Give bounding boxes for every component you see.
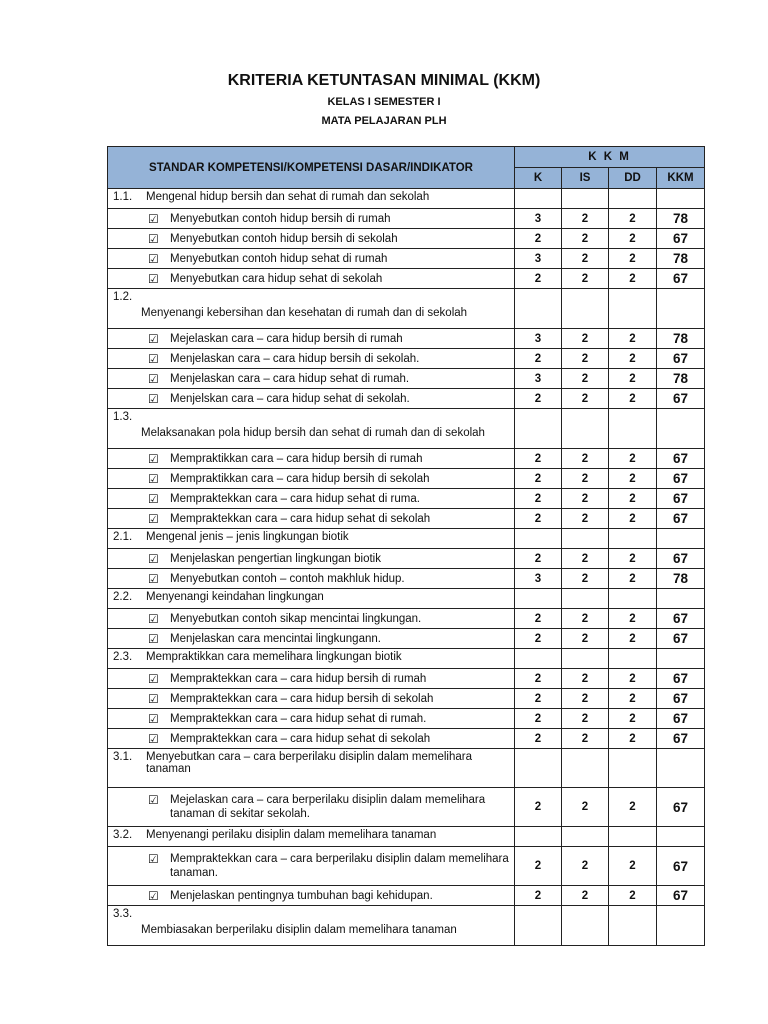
competency-row (108, 289, 705, 329)
empty-cell (562, 649, 609, 669)
empty-cell (515, 906, 562, 946)
score-k: 2 (515, 629, 562, 649)
score-dd: 2 (609, 847, 657, 886)
competency-text: Melaksanakan pola hidup bersih dan sehat di rumah dan di sekolah (141, 427, 485, 439)
empty-cell (562, 189, 609, 209)
score-k: 2 (515, 349, 562, 369)
competency-row (108, 749, 705, 788)
indicator-row (108, 469, 705, 489)
indicator-text: Mempraktikkan cara – cara hidup bersih di sekolah (170, 472, 430, 485)
score-is: 2 (562, 449, 609, 469)
score-kkm: 78 (657, 569, 705, 589)
score-is: 2 (562, 729, 609, 749)
indicator-cell (108, 229, 515, 249)
indicator-row (108, 389, 705, 409)
header-competency: STANDAR KOMPETENSI/KOMPETENSI DASAR/INDIKATOR (108, 147, 515, 189)
score-dd: 2 (609, 709, 657, 729)
indicator-row (108, 269, 705, 289)
score-kkm: 67 (657, 549, 705, 569)
empty-cell (609, 589, 657, 609)
indicator-text: Menjelaskan cara – cara hidup bersih di sekolah. (170, 352, 420, 365)
checkbox-checked-icon: ☑ (148, 211, 159, 226)
header-kkm: KKM (657, 168, 705, 189)
score-dd: 2 (609, 729, 657, 749)
empty-cell (609, 529, 657, 549)
score-dd: 2 (609, 509, 657, 529)
empty-cell (657, 589, 705, 609)
competency-text: Menyenangi keindahan lingkungan (146, 591, 324, 603)
indicator-text: Mejelaskan cara – cara hidup bersih di rumah (170, 332, 403, 345)
empty-cell (562, 906, 609, 946)
header-kkm-group: K K M (515, 147, 705, 168)
indicator-row (108, 209, 705, 229)
score-dd: 2 (609, 886, 657, 906)
score-is: 2 (562, 489, 609, 509)
empty-cell (609, 289, 657, 329)
score-kkm: 78 (657, 369, 705, 389)
indicator-text: Menyebutkan contoh hidup bersih di rumah (170, 212, 391, 225)
indicator-text: Mempraktekkan cara – cara hidup sehat di rumah. (170, 712, 427, 725)
score-k: 3 (515, 249, 562, 269)
indicator-row (108, 489, 705, 509)
score-kkm: 78 (657, 249, 705, 269)
score-k: 2 (515, 549, 562, 569)
indicator-cell (108, 549, 515, 569)
competency-code: 3.1. (113, 751, 133, 763)
indicator-text: Mempraktekkan cara – cara hidup sehat di sekolah (170, 512, 431, 525)
score-dd: 2 (609, 449, 657, 469)
score-dd: 2 (609, 489, 657, 509)
checkbox-checked-icon: ☑ (148, 671, 159, 686)
score-dd: 2 (609, 569, 657, 589)
header-dd: DD (609, 168, 657, 189)
score-kkm: 67 (657, 788, 705, 827)
empty-cell (515, 827, 562, 847)
score-dd: 2 (609, 549, 657, 569)
score-k: 2 (515, 709, 562, 729)
empty-cell (657, 827, 705, 847)
competency-text: Mempraktikkan cara memelihara lingkungan biotik (146, 651, 402, 663)
empty-cell (515, 529, 562, 549)
competency-code: 2.3. (113, 651, 133, 663)
checkbox-checked-icon: ☑ (148, 571, 159, 586)
competency-cell (108, 289, 515, 329)
score-kkm: 67 (657, 449, 705, 469)
indicator-text: Mempraktekkan cara – cara hidup sehat di sekolah (170, 732, 431, 745)
empty-cell (515, 749, 562, 788)
competency-code: 1.1. (113, 191, 133, 203)
score-dd: 2 (609, 229, 657, 249)
score-is: 2 (562, 269, 609, 289)
score-is: 2 (562, 847, 609, 886)
empty-cell (515, 409, 562, 449)
score-k: 2 (515, 449, 562, 469)
checkbox-checked-icon: ☑ (148, 491, 159, 506)
checkbox-checked-icon: ☑ (148, 511, 159, 526)
score-is: 2 (562, 389, 609, 409)
header-is: IS (562, 168, 609, 189)
score-k: 2 (515, 689, 562, 709)
empty-cell (657, 409, 705, 449)
competency-row (108, 827, 705, 847)
indicator-text: Menyebutkan contoh sikap mencintai lingkungan. (170, 612, 422, 625)
competency-row (108, 649, 705, 669)
checkbox-checked-icon: ☑ (148, 471, 159, 486)
empty-cell (609, 189, 657, 209)
indicator-row (108, 229, 705, 249)
score-kkm: 67 (657, 489, 705, 509)
empty-cell (515, 189, 562, 209)
empty-cell (562, 409, 609, 449)
score-dd: 2 (609, 689, 657, 709)
indicator-cell (108, 886, 515, 906)
score-k: 2 (515, 788, 562, 827)
score-dd: 2 (609, 389, 657, 409)
indicator-text: Menyebutkan contoh – contoh makhluk hidup. (170, 572, 405, 585)
indicator-cell (108, 369, 515, 389)
indicator-row (108, 788, 705, 827)
checkbox-checked-icon: ☑ (148, 691, 159, 706)
competency-cell (108, 409, 515, 449)
score-is: 2 (562, 469, 609, 489)
competency-cell (108, 827, 515, 847)
score-k: 2 (515, 886, 562, 906)
checkbox-checked-icon: ☑ (148, 631, 159, 646)
score-is: 2 (562, 709, 609, 729)
score-kkm: 67 (657, 886, 705, 906)
competency-code: 2.1. (113, 531, 133, 543)
competency-row (108, 906, 705, 946)
empty-cell (657, 189, 705, 209)
kkm-table (107, 146, 705, 946)
competency-row (108, 189, 705, 209)
indicator-cell (108, 847, 515, 886)
checkbox-checked-icon: ☑ (148, 371, 159, 386)
indicator-cell (108, 788, 515, 827)
score-is: 2 (562, 509, 609, 529)
score-k: 2 (515, 509, 562, 529)
indicator-text: Menyebutkan cara hidup sehat di sekolah (170, 272, 383, 285)
empty-cell (515, 589, 562, 609)
score-kkm: 67 (657, 729, 705, 749)
checkbox-checked-icon: ☑ (148, 793, 159, 807)
competency-code: 2.2. (113, 591, 133, 603)
competency-code: 1.3. (113, 411, 133, 423)
competency-text: Mengenal hidup bersih dan sehat di rumah dan sekolah (146, 191, 430, 203)
indicator-cell (108, 249, 515, 269)
score-k: 2 (515, 669, 562, 689)
score-k: 3 (515, 209, 562, 229)
indicator-cell (108, 609, 515, 629)
score-kkm: 67 (657, 689, 705, 709)
indicator-row (108, 609, 705, 629)
indicator-row (108, 249, 705, 269)
competency-text: Menyenangi perilaku disiplin dalam memelihara tanaman (146, 829, 437, 841)
competency-code: 1.2. (113, 291, 133, 303)
score-is: 2 (562, 629, 609, 649)
empty-cell (609, 906, 657, 946)
indicator-row (108, 449, 705, 469)
competency-row (108, 529, 705, 549)
indicator-text: Menjelskan cara – cara hidup sehat di sekolah. (170, 392, 410, 405)
competency-cell (108, 649, 515, 669)
score-is: 2 (562, 249, 609, 269)
indicator-row (108, 629, 705, 649)
empty-cell (562, 749, 609, 788)
indicator-cell (108, 729, 515, 749)
indicator-text: Menyebutkan contoh hidup bersih di sekolah (170, 232, 398, 245)
competency-cell (108, 529, 515, 549)
score-dd: 2 (609, 209, 657, 229)
score-is: 2 (562, 349, 609, 369)
score-kkm: 78 (657, 209, 705, 229)
score-kkm: 67 (657, 349, 705, 369)
score-is: 2 (562, 209, 609, 229)
competency-text: Menyenangi kebersihan dan kesehatan di rumah dan di sekolah (141, 307, 468, 319)
score-is: 2 (562, 369, 609, 389)
competency-code: 3.3. (113, 908, 133, 920)
score-kkm: 67 (657, 669, 705, 689)
score-kkm: 67 (657, 229, 705, 249)
empty-cell (657, 289, 705, 329)
score-kkm: 67 (657, 609, 705, 629)
empty-cell (657, 906, 705, 946)
score-is: 2 (562, 229, 609, 249)
competency-cell (108, 189, 515, 209)
empty-cell (562, 529, 609, 549)
competency-row (108, 409, 705, 449)
indicator-row (108, 509, 705, 529)
indicator-cell (108, 489, 515, 509)
indicator-cell (108, 709, 515, 729)
indicator-row (108, 729, 705, 749)
score-is: 2 (562, 549, 609, 569)
indicator-text: Mempraktikkan cara – cara hidup bersih di rumah (170, 452, 423, 465)
checkbox-checked-icon: ☑ (148, 551, 159, 566)
checkbox-checked-icon: ☑ (148, 711, 159, 726)
indicator-text: Mempraktekkan cara – cara hidup bersih di sekolah (170, 692, 434, 705)
competency-cell (108, 589, 515, 609)
score-kkm: 67 (657, 469, 705, 489)
indicator-cell (108, 349, 515, 369)
score-dd: 2 (609, 249, 657, 269)
score-dd: 2 (609, 349, 657, 369)
checkbox-checked-icon: ☑ (148, 888, 159, 903)
indicator-cell (108, 669, 515, 689)
checkbox-checked-icon: ☑ (148, 271, 159, 286)
score-is: 2 (562, 669, 609, 689)
indicator-text: Menjelaskan cara mencintai lingkungann. (170, 632, 381, 645)
score-k: 3 (515, 329, 562, 349)
score-kkm: 67 (657, 629, 705, 649)
score-dd: 2 (609, 669, 657, 689)
indicator-cell (108, 629, 515, 649)
empty-cell (515, 289, 562, 329)
score-is: 2 (562, 788, 609, 827)
indicator-cell (108, 269, 515, 289)
indicator-row (108, 669, 705, 689)
score-k: 3 (515, 369, 562, 389)
checkbox-checked-icon: ☑ (148, 451, 159, 466)
score-dd: 2 (609, 629, 657, 649)
score-kkm: 67 (657, 509, 705, 529)
competency-row (108, 589, 705, 609)
score-dd: 2 (609, 369, 657, 389)
indicator-cell (108, 689, 515, 709)
competency-cell (108, 906, 515, 946)
indicator-row (108, 369, 705, 389)
competency-code: 3.2. (113, 829, 133, 841)
class-semester-subtitle: KELAS I SEMESTER I (327, 96, 441, 108)
empty-cell (609, 649, 657, 669)
empty-cell (562, 589, 609, 609)
header-k: K (515, 168, 562, 189)
indicator-cell (108, 509, 515, 529)
subject-subtitle: MATA PELAJARAN PLH (321, 115, 447, 127)
checkbox-checked-icon: ☑ (148, 251, 159, 266)
indicator-row (108, 569, 705, 589)
competency-text: Membiasakan berperilaku disiplin dalam memelihara tanaman (141, 924, 457, 936)
indicator-text: Mempraktekkan cara – cara berperilaku disiplin dalam memelihara tanaman. (170, 853, 509, 879)
score-dd: 2 (609, 469, 657, 489)
score-is: 2 (562, 569, 609, 589)
score-dd: 2 (609, 788, 657, 827)
empty-cell (609, 827, 657, 847)
indicator-text: Menyebutkan contoh hidup sehat di rumah (170, 252, 388, 265)
empty-cell (515, 649, 562, 669)
checkbox-checked-icon: ☑ (148, 391, 159, 406)
indicator-row (108, 549, 705, 569)
kkm-table-body (108, 189, 705, 946)
indicator-cell (108, 469, 515, 489)
score-k: 2 (515, 469, 562, 489)
score-k: 2 (515, 489, 562, 509)
score-is: 2 (562, 609, 609, 629)
score-k: 2 (515, 609, 562, 629)
score-k: 2 (515, 729, 562, 749)
score-k: 3 (515, 569, 562, 589)
indicator-row (108, 709, 705, 729)
competency-cell (108, 749, 515, 788)
score-is: 2 (562, 886, 609, 906)
checkbox-checked-icon: ☑ (148, 852, 159, 866)
indicator-row (108, 886, 705, 906)
score-dd: 2 (609, 329, 657, 349)
score-kkm: 67 (657, 709, 705, 729)
score-kkm: 67 (657, 389, 705, 409)
indicator-cell (108, 329, 515, 349)
checkbox-checked-icon: ☑ (148, 351, 159, 366)
checkbox-checked-icon: ☑ (148, 731, 159, 746)
empty-cell (609, 409, 657, 449)
indicator-cell (108, 209, 515, 229)
indicator-row (108, 689, 705, 709)
empty-cell (609, 749, 657, 788)
empty-cell (657, 749, 705, 788)
competency-text: Mengenal jenis – jenis lingkungan biotik (146, 531, 349, 543)
indicator-text: Mejelaskan cara – cara berperilaku disiplin dalam memelihara tanaman di sekitar sekolah. (170, 794, 486, 820)
score-is: 2 (562, 329, 609, 349)
score-dd: 2 (609, 269, 657, 289)
score-kkm: 78 (657, 329, 705, 349)
indicator-cell (108, 389, 515, 409)
indicator-text: Mempraktekkan cara – cara hidup bersih di rumah (170, 672, 427, 685)
score-k: 2 (515, 847, 562, 886)
score-k: 2 (515, 269, 562, 289)
checkbox-checked-icon: ☑ (148, 331, 159, 346)
indicator-cell (108, 449, 515, 469)
empty-cell (657, 649, 705, 669)
competency-text: Menyebutkan cara – cara berperilaku disiplin dalam memelihara tanaman (146, 751, 472, 775)
checkbox-checked-icon: ☑ (148, 231, 159, 246)
indicator-row (108, 349, 705, 369)
indicator-cell (108, 569, 515, 589)
score-k: 2 (515, 229, 562, 249)
empty-cell (562, 289, 609, 329)
empty-cell (657, 529, 705, 549)
indicator-text: Menjelaskan pengertian lingkungan biotik (170, 552, 381, 565)
score-kkm: 67 (657, 269, 705, 289)
score-is: 2 (562, 689, 609, 709)
score-kkm: 67 (657, 847, 705, 886)
indicator-row (108, 847, 705, 886)
empty-cell (562, 827, 609, 847)
indicator-text: Menjelaskan pentingnya tumbuhan bagi kehidupan. (170, 889, 433, 902)
indicator-row (108, 329, 705, 349)
page-title: KRITERIA KETUNTASAN MINIMAL (KKM) (227, 72, 541, 89)
score-k: 2 (515, 389, 562, 409)
indicator-text: Menjelaskan cara – cara hidup sehat di rumah. (170, 372, 410, 385)
score-dd: 2 (609, 609, 657, 629)
indicator-text: Mempraktekkan cara – cara hidup sehat di ruma. (170, 492, 420, 505)
checkbox-checked-icon: ☑ (148, 611, 159, 626)
